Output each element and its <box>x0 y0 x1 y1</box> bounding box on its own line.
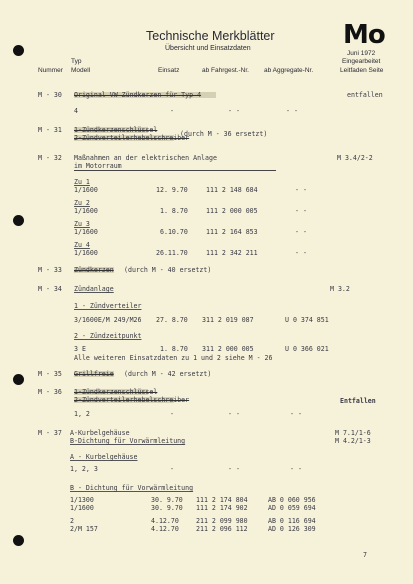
leitfaden-ref: Entfallen <box>340 397 376 405</box>
replacement-note: (durch M - 40 ersetzt) <box>124 266 212 274</box>
leitfaden-ref: M 3.2 <box>330 285 350 293</box>
aggregate-cell: U 0 374 851 <box>285 316 329 324</box>
section-heading: 2 - Zündzeitpunkt <box>74 332 142 340</box>
col-einsatz-header: Einsatz <box>158 67 180 74</box>
dash-cell: - - <box>228 465 240 473</box>
dash-cell: - <box>170 410 174 418</box>
model-cell: 4 <box>74 107 78 115</box>
model-cell: 1, 2, 3 <box>70 465 98 473</box>
dash-cell: - - <box>290 410 302 418</box>
leitfaden-ref: M 4.2/1-3 <box>335 437 371 445</box>
aggregate-cell: - - <box>295 249 307 257</box>
issue-date: Juni 1972 <box>347 50 376 57</box>
entry-number: M - 35 <box>38 370 62 378</box>
aggregate-cell: - - <box>295 186 307 194</box>
entry-number: M - 30 <box>38 91 62 99</box>
entry-number: M - 37 <box>38 429 62 437</box>
model-cell: 1/1600 <box>74 207 98 215</box>
col-modell-header: Modell <box>71 67 91 74</box>
col-nummer-header: Nummer <box>38 67 63 74</box>
underline-rule <box>74 170 276 171</box>
model-cell: 3/1600E/M 249/M26 <box>74 316 142 324</box>
entry-title: 2-Zündverteilerhebelschreiber <box>74 396 190 404</box>
leitfaden-ref: entfallen <box>347 91 383 99</box>
fahrgest-cell: 111 2 000 005 <box>206 207 258 215</box>
entry-title: Grillfreie <box>74 370 114 378</box>
leitfaden-ref: M 7.1/1-6 <box>335 429 371 437</box>
fahrgest-cell: 311 2 019 087 <box>202 316 254 324</box>
binder-hole-icon <box>13 535 24 546</box>
model-cell: 1/1600 <box>74 249 98 257</box>
entry-number: M - 33 <box>38 266 62 274</box>
fahrgest-cell: 211 2 096 112 <box>196 525 248 533</box>
dash-cell: - - <box>228 410 240 418</box>
col-leitfaden-header: Leitfaden Seite <box>340 67 384 74</box>
entry-title: 1-Zündkerzenschlüssel <box>74 388 158 396</box>
einsatz-cell: 6.10.70 <box>160 228 188 236</box>
page-title: Technische Merkblätter <box>146 29 275 43</box>
model-cell: 1/1600 <box>70 504 94 512</box>
aggregate-cell: AD 0 059 694 <box>268 504 316 512</box>
binder-hole-icon <box>13 374 24 385</box>
dash-cell: - - <box>286 107 298 115</box>
einsatz-cell: 26.11.70 <box>156 249 188 257</box>
einsatz-cell: 12. 9.70 <box>156 186 188 194</box>
section-heading: A - Kurbelgehäuse <box>70 453 138 461</box>
binder-hole-icon <box>13 45 24 56</box>
aggregate-cell: - - <box>295 228 307 236</box>
fahrgest-cell: 311 2 000 005 <box>202 345 254 353</box>
entry-title: B-Dichtung für Vorwärmleitung <box>70 437 186 445</box>
entry-title: 1-Zündkerzenschlüssel <box>74 126 158 134</box>
page-subtitle: Übersicht und Einsatzdaten <box>165 45 251 52</box>
model-cell: 3 E <box>74 345 86 353</box>
col-eingearbeitet-header: Eingearbeitet <box>342 58 381 65</box>
entry-title: A-Kurbelgehäuse <box>70 429 130 437</box>
entry-title: Zündkerzen <box>74 266 114 274</box>
fahrgest-cell: 111 2 174 804 <box>196 496 248 504</box>
page-number: 7 <box>363 551 367 559</box>
fahrgest-cell: 111 2 164 853 <box>206 228 258 236</box>
fahrgest-cell: 111 2 342 211 <box>206 249 258 257</box>
model-cell: 2 <box>70 517 74 525</box>
entry-number: M - 31 <box>38 126 62 134</box>
fahrgest-cell: 111 2 174 902 <box>196 504 248 512</box>
group-label: Zu 3 <box>74 220 90 228</box>
entry-title: Maßnahmen an der elektrischen Anlage <box>74 154 217 162</box>
binder-hole-icon <box>13 215 24 226</box>
einsatz-cell: 1. 8.70 <box>160 345 188 353</box>
einsatz-cell: 4.12.70 <box>151 517 179 525</box>
replacement-note: (durch M - 42 ersetzt) <box>124 370 212 378</box>
col-fahrgest-header: ab Fahrgest.-Nr. <box>202 67 249 74</box>
aggregate-cell: AB 0 116 694 <box>268 517 316 525</box>
entry-title: im Motorraum <box>74 162 122 170</box>
leitfaden-ref: M 3.4/2-2 <box>337 154 373 162</box>
einsatz-cell: 1. 8.70 <box>160 207 188 215</box>
group-label: Zu 1 <box>74 178 90 186</box>
logo: Mo <box>343 20 385 50</box>
fahrgest-cell: 211 2 099 980 <box>196 517 248 525</box>
aggregate-cell: U 0 366 021 <box>285 345 329 353</box>
replacement-note: (durch M - 36 ersetzt) <box>180 130 268 138</box>
dash-cell: - - <box>290 465 302 473</box>
aggregate-cell: - - <box>295 207 307 215</box>
aggregate-cell: AB 0 060 956 <box>268 496 316 504</box>
einsatz-cell: 4.12.70 <box>151 525 179 533</box>
entry-title: Zündanlage <box>74 285 114 293</box>
fahrgest-cell: 111 2 148 684 <box>206 186 258 194</box>
aggregate-cell: AD 0 126 309 <box>268 525 316 533</box>
col-typ-header: Typ <box>71 58 82 65</box>
group-label: Zu 4 <box>74 241 90 249</box>
einsatz-cell: 30. 9.70 <box>151 504 183 512</box>
section-heading: B - Dichtung für Vorwärmleitung <box>70 484 194 492</box>
einsatz-cell: 27. 8.70 <box>156 316 188 324</box>
dash-cell: - - <box>228 107 240 115</box>
einsatz-cell: 30. 9.70 <box>151 496 183 504</box>
dash-cell: - <box>170 465 174 473</box>
group-label: Zu 2 <box>74 199 90 207</box>
model-cell: 1, 2 <box>74 410 90 418</box>
model-cell: 1/1300 <box>70 496 94 504</box>
entry-number: M - 36 <box>38 388 62 396</box>
col-aggregate-header: ab Aggregate-Nr. <box>264 67 314 74</box>
model-cell: 1/1600 <box>74 228 98 236</box>
model-cell: 1/1600 <box>74 186 98 194</box>
model-cell: 2/M 157 <box>70 525 98 533</box>
section-heading: 1 - Zündverteiler <box>74 302 142 310</box>
entry-title: 2-Zündverteilerhebelschreiber <box>74 134 190 142</box>
dash-cell: - <box>170 107 174 115</box>
reference-note: Alle weiteren Einsatzdaten zu 1 und 2 siehe M - 26 <box>74 354 273 362</box>
entry-number: M - 32 <box>38 154 62 162</box>
entry-title: Original VW Zündkerzen für Typ 4 <box>74 91 202 99</box>
entry-number: M - 34 <box>38 285 62 293</box>
